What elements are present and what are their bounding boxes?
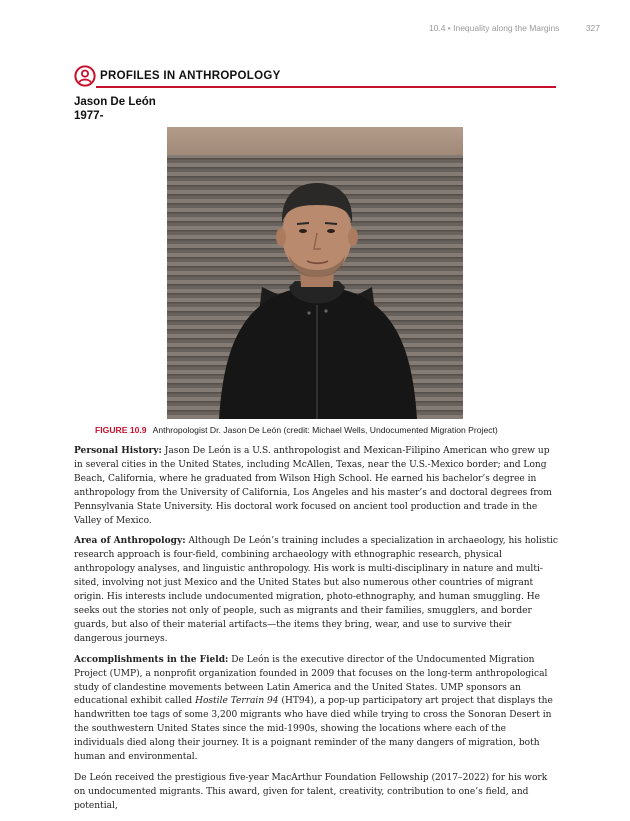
feature-title: PROFILES IN ANTHROPOLOGY <box>100 70 281 82</box>
person-years: 1977- <box>74 110 104 122</box>
profile-heading <box>74 95 156 123</box>
figure-label: FIGURE 10.9 <box>95 425 147 435</box>
person-name: Jason De León <box>74 96 156 108</box>
person-circle-icon <box>74 65 96 87</box>
closing-paragraph: De León received the prestigious five-year MacArthur Foundation Fellowship (2017–2022) for his work on undocumented migrants. This award, given for talent, creativity, contribution to one’s field, and potential, <box>74 772 548 811</box>
accomplishments-heading: Accomplishments in the Field: <box>74 654 229 665</box>
accomplishments-text-after: (HT94), a pop-up participatory art project that displays the handwritten toe tags of some 3,200 migrants who have died while trying to cross the Sonoran Desert in the southwestern United States since the mid-1990s, showing the locations where each of the individuals died along their journey. It is a poignant reminder of the many dangers of migration, both human and environmental. <box>74 696 553 763</box>
page-number: 327 <box>585 23 600 33</box>
feature-rule <box>96 86 556 88</box>
figure-caption <box>95 425 555 435</box>
accomplishments-text-before: De León is the executive director of the Undocumented Migration Project (UMP), a nonprofit organization founded in 2009 that focuses on the long-term anthropological study of clandestine movements between Latin America and the United States. UMP sponsors an educational exhibit called <box>74 654 548 707</box>
figure-caption-text: Anthropologist Dr. Jason De León (credit: Michael Wells, Undocumented Migration Project) <box>152 425 498 435</box>
area-text: Although De León’s training includes a specialization in archaeology, his holistic research approach is four-field, combining archaeology with ethnographic research, physical anthropology analyses, and linguistic anthropology. His work is multi-disciplinary in nature and multi-sited, involving not just Mexico and the United States but also numerous other countries of migrant origin. His interests include undocumented migration, photo-ethnography, and human smuggling. He seeks out the stories not only of people, such as migrants and their families, smugglers, and border guards, but also of their material artifacts—the items they bring, wear, and use to survive their dangerous journeys. <box>74 536 559 644</box>
personal-history-heading: Personal History: <box>74 446 162 456</box>
running-header <box>429 23 600 33</box>
exhibit-title: Hostile Terrain 94 <box>195 696 279 707</box>
running-header-section: 10.4 • Inequality along the Margins <box>428 23 560 33</box>
feature-box-header <box>74 64 556 88</box>
portrait-illustration <box>167 127 463 419</box>
accomplishments-paragraph <box>74 654 558 765</box>
personal-history-paragraph <box>74 445 558 528</box>
profile-body <box>74 445 558 821</box>
personal-history-text: Jason De León is a U.S. anthropologist and Mexican-Filipino American who grew up in several cities in the United States, including McAllen, Texas, near the U.S.-Mexico border; and Long Beach, California, where he graduated from Wilson High School. He earned his bachelor’s degree in anthropology from the University of California, Los Angeles and his master’s and doctoral degrees from Pennsylvania State University. His doctoral work focused on ancient tool production and trade in the Valley of Mexico. <box>74 446 552 526</box>
area-heading: Area of Anthropology: <box>74 536 186 547</box>
area-paragraph <box>74 535 558 646</box>
portrait-photo <box>167 127 463 419</box>
